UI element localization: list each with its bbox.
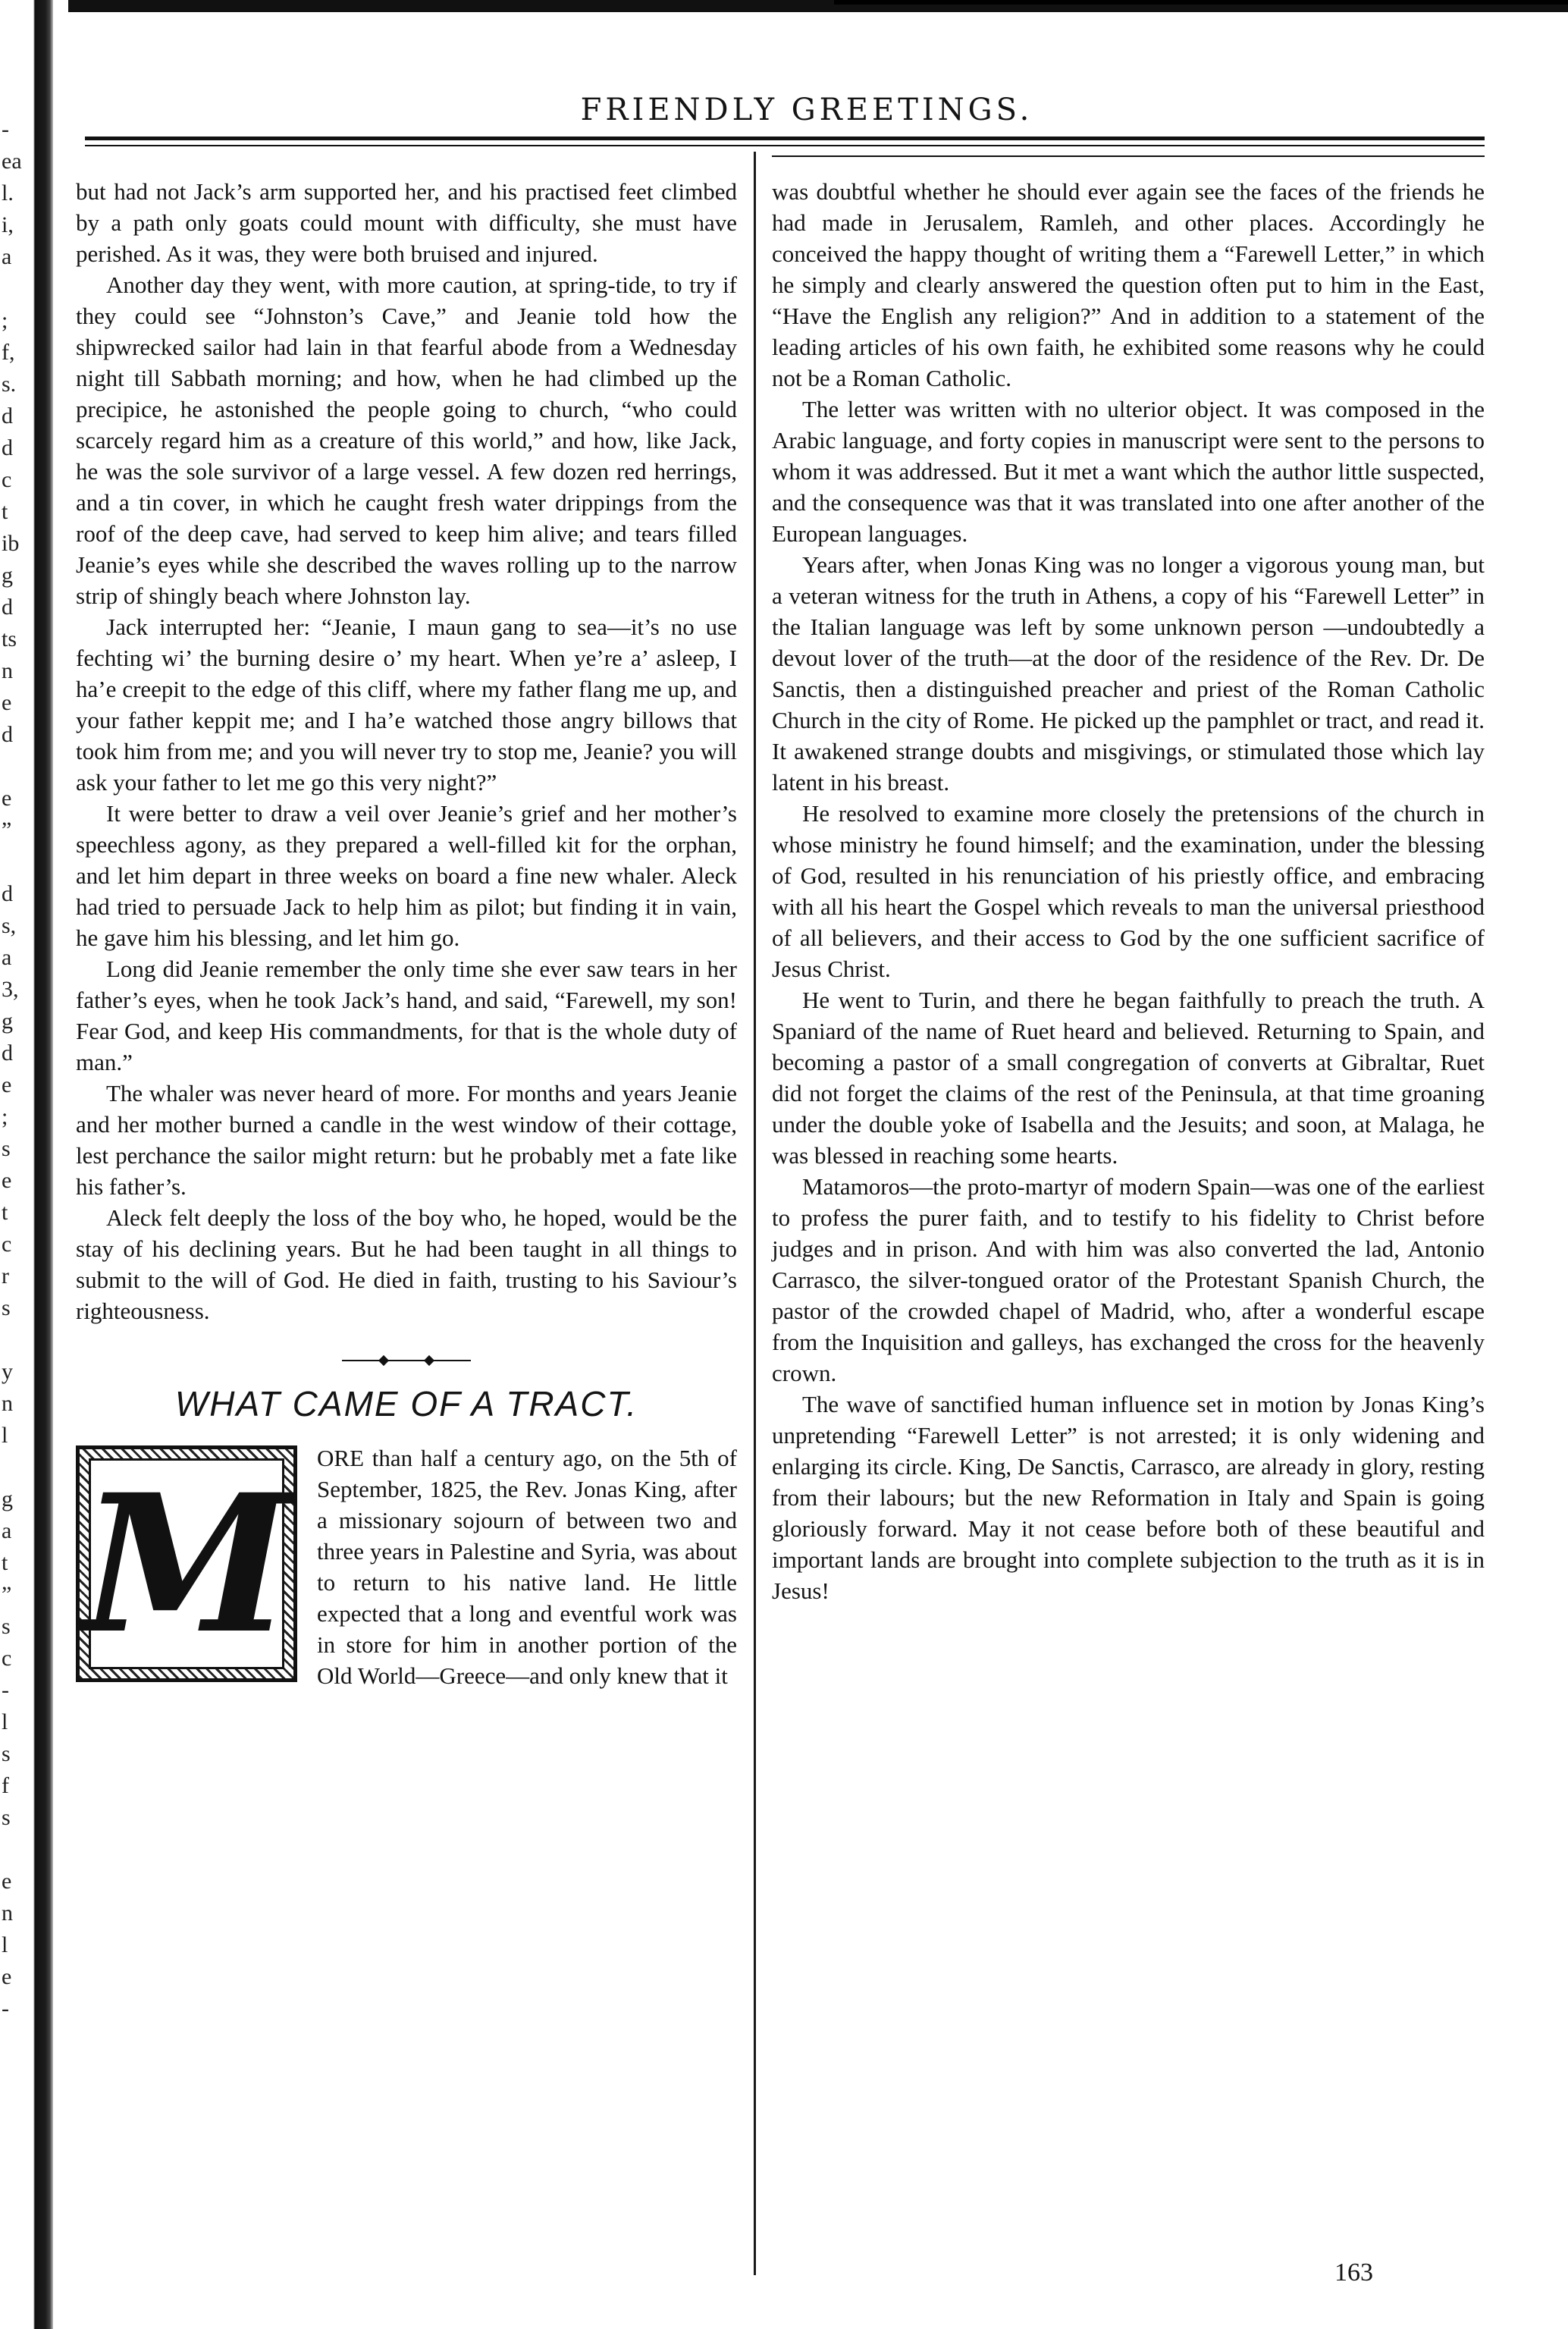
top-edge-bar-thin [834, 0, 1568, 5]
paragraph: was doubtful whether he should ever again see the faces of the friends he had made in Jerusalem, Ramleh, and other places. Accordingly he conceived the happy thought of writing them a “Farewell Letter,” in which he simply and clearly answered the question often put to him in the East, “Have the English any religion?” And in addition to a statement of the leading articles of his own faith, he exhibited some reasons why he could not be a Roman Catholic. [772, 178, 1485, 391]
spine-fragment: l [2, 1423, 8, 1448]
spine-fragment: ” [2, 818, 12, 843]
spine-fragment: d [2, 1041, 13, 1066]
spine-fragment: e [2, 786, 12, 811]
spine-fragment [2, 1324, 32, 1356]
right-column [772, 176, 1485, 1606]
header-rule-thin [85, 145, 1485, 146]
paragraph: The whaler was never heard of more. For months and years Jeanie and her mother burned a candle in the west window of their cottage, lest perchance the sailor might return: but he probably met a fate like his father’s. [76, 1080, 737, 1200]
spine-fragment: e [2, 1072, 12, 1097]
dropcap-letter: M [81, 1452, 292, 1675]
paragraph: but had not Jack’s arm supported her, and his practised feet climbed by a path only goats could mount with difficulty, she must have perished. As it was, they were both bruised and injured. [76, 178, 737, 267]
spine-fragment [2, 1834, 32, 1866]
spine-fragment: f, [2, 340, 15, 365]
spine-fragment [2, 1452, 32, 1483]
running-header: FRIENDLY GREETINGS. [580, 93, 1033, 127]
spine-fragment: d [2, 722, 13, 747]
spine-fragment: ts [2, 626, 17, 651]
right-column-top-rule [772, 155, 1485, 157]
page-number: 163 [1334, 2258, 1373, 2287]
spine-fragment: s [2, 1805, 11, 1830]
paragraph: Years after, when Jonas King was no longer a vigorous young man, but a veteran witness for the truth in Athens, a copy of his “Farewell Letter” in the Italian language was left by some unknown person —undoubtedly a devout lover of the truth—at the door of the residence of the Rev. Dr. De Sanctis, then a distinguished preacher and priest of the Roman Catholic Church in the city of Rome. He picked up the pamphlet or tract, and read it. It awakened strange doubts and misgivings, or stimulated those which lay latent in his breast. [772, 551, 1485, 796]
spine-fragment: l [2, 1709, 8, 1734]
paragraph: Another day they went, with more caution, at spring-tide, to try if they could see “Johnston’s Cave,” and Jeanie told how the shipwrecked sailor had lain in that fearful abode from a Wednesday night till Sabbath morning; and how, when he had climbed up the precipice, he astonished the people going to church, “who could scarcely regard him as a creature of this world,” and how, like Jack, he was the sole survivor of a large vessel. A few dozen red herrings, and a tin cover, in which he caught fresh water drippings from the roof of the deep cave, had served to keep him alive; and tears filled Jeanie’s eyes while she described the waves rolling up to the narrow strip of shingly beach where Johnston lay. [76, 272, 737, 609]
spine-fragment: f [2, 1773, 9, 1798]
spine-fragment: e [2, 1168, 12, 1193]
article-title: WHAT CAME OF A TRACT. [174, 1384, 638, 1423]
spine-fragment: c [2, 1646, 12, 1671]
spine-fragment: r [2, 1263, 9, 1288]
spine-fragment: s. [2, 372, 17, 397]
spine-fragment [2, 751, 32, 783]
header-rule-thick [85, 137, 1485, 140]
spine-fragment: s [2, 1614, 11, 1639]
spine-fragment: - [2, 117, 9, 142]
spine-fragment [2, 273, 32, 305]
spine-fragment: - [2, 1678, 9, 1703]
spine-fragment: s, [2, 913, 17, 938]
paragraph: Jack interrupted her: “Jeanie, I maun gang to sea—it’s no use fechting wi’ the burning desire o’ my heart. When ye’re a’ asleep, I ha’e creepit to the edge of this cliff, where my father flang me up, and your father keppit me; and I ha’e watched those angry billows that took him from me; and you will never try to stop me, Jeanie? you will ask your father to let me go this very night?” [76, 614, 737, 796]
spine-fragment: d [2, 403, 13, 428]
spine-fragment: 3, [2, 977, 19, 1002]
section-ornament [342, 1355, 471, 1366]
spine-fragment: a [2, 945, 12, 970]
article-intro [76, 1442, 737, 1691]
spine-fragment: e [2, 1964, 12, 1989]
paragraph: Aleck felt deeply the loss of the boy who, he hoped, would be the stay of his declining years. But he had been taught in all things to submit to the will of God. He died in faith, trusting to his Saviour’s righteousness. [76, 1204, 737, 1324]
spine-fragment: e [2, 1869, 12, 1894]
paragraph: He went to Turin, and there he began faithfully to preach the truth. A Spaniard of the name of Ruet heard and believed. Returning to Spain, and becoming a pastor of a small congregation of converts at Gibraltar, Ruet did not forget the claims of the rest of the Peninsula, at that time groaning under the double yoke of Isabella and the Jesuits; and soon, at Malaga, he was blessed in reaching some hearts. [772, 987, 1485, 1169]
intro-text: than half a century ago, on the 5th of September, 1825, the Rev. Jonas King, after a missionary sojourn of between two and three years in Palestine and Syria, was about to return to his native land. He little expected that a long and eventful work was in store for him in another portion of the Old World—Greece—and only knew that it [317, 1445, 737, 1689]
paragraph: Matamoros—the proto-martyr of modern Spain—was one of the earliest to profess the purer faith, and to testify to his fidelity to Christ before judges and in prison. And with him was also converted the lad, Antonio Carrasco, the silver-tongued orator of the Protestant Spanish Church, the pastor of the crowded chapel of Madrid, who, after a wonderful escape from the Inquisition and galleys, has exchanged the cross for the heavenly crown. [772, 1173, 1485, 1386]
intro-lead-word: ORE [317, 1445, 364, 1471]
spine-fragment: n [2, 658, 13, 683]
paragraph: He resolved to examine more closely the pretensions of the church in whose ministry he found himself; and the examination, under the blessing of God, resulted in his renunciation of his priestly office, and embracing with all his heart the Gospel which reveals to man the universal priesthood of all believers, and their access to God by the one sufficient sacrifice of Jesus Christ. [772, 800, 1485, 982]
spine-fragment: ; [2, 1104, 8, 1129]
spine-fragment: g [2, 1486, 13, 1511]
spine-fragment: s [2, 1136, 11, 1161]
spine-fragment: c [2, 467, 12, 492]
column-divider [754, 152, 756, 2275]
spine-fragment: s [2, 1295, 11, 1320]
spine-fragment: e [2, 690, 12, 715]
spine-fragment: n [2, 1391, 13, 1416]
spine-fragment: l [2, 1932, 8, 1957]
spine-fragment: g [2, 1009, 13, 1034]
spine-fragment: n [2, 1901, 13, 1926]
spine-fragment: t [2, 499, 8, 524]
spine-fragment: ; [2, 308, 8, 333]
spine-fragment: t [2, 1200, 8, 1225]
spine-fragment: d [2, 435, 13, 460]
spine-fragment: ib [2, 531, 20, 556]
spine-fragment: y [2, 1359, 13, 1384]
decorative-dropcap [76, 1445, 297, 1682]
paragraph: The letter was written with no ulterior object. It was composed in the Arabic language, and forty copies in manuscript were sent to the persons to whom it was addressed. But it met a want which the author little suspected, and the consequence was that it was translated into one after another of the European languages. [772, 396, 1485, 547]
spine-fragment: ” [2, 1582, 12, 1607]
spine-fragment: g [2, 563, 13, 588]
spine-fragment: t [2, 1550, 8, 1575]
spine-fragment: c [2, 1232, 12, 1257]
spine-fragment: a [2, 244, 12, 269]
spine-fragment: s [2, 1741, 11, 1766]
paragraph: Long did Jeanie remember the only time she ever saw tears in her father’s eyes, when he took Jack’s hand, and said, “Farewell, my son! Fear God, and keep His commandments, for that is the whole duty of man.” [76, 956, 737, 1075]
spine-fragment: - [2, 1996, 9, 2021]
spine-text-fragments [2, 114, 32, 2025]
spine-fragment: a [2, 1518, 12, 1543]
spine-fragment: d [2, 595, 13, 620]
spine-fragment: d [2, 881, 13, 906]
spine-fragment [2, 846, 32, 878]
spine-fragment: i, [2, 212, 14, 237]
spine-fragment: l. [2, 180, 14, 206]
paragraph: The wave of sanctified human influence set in motion by Jonas King’s unpretending “Farewell Letter” is not arrested; it is only widening and enlarging its circle. King, De Sanctis, Carrasco, are already in glory, resting from their labours; but the new Reformation in Italy and Spain is going gloriously forward. May it not cease before both of these beautiful and important lands are brought into complete subjection to the truth as it is in Jesus! [772, 1391, 1485, 1604]
spine-fragment: ea [2, 149, 22, 174]
left-column [76, 176, 737, 1691]
paragraph: It were better to draw a veil over Jeanie’s grief and her mother’s speechless agony, as they prepared a well-filled kit for the orphan, and let him depart in three weeks on board a fine new whaler. Aleck had tried to persuade Jack to help him as pilot; but finding it in vain, he gave him his blessing, and let him go. [76, 800, 737, 951]
